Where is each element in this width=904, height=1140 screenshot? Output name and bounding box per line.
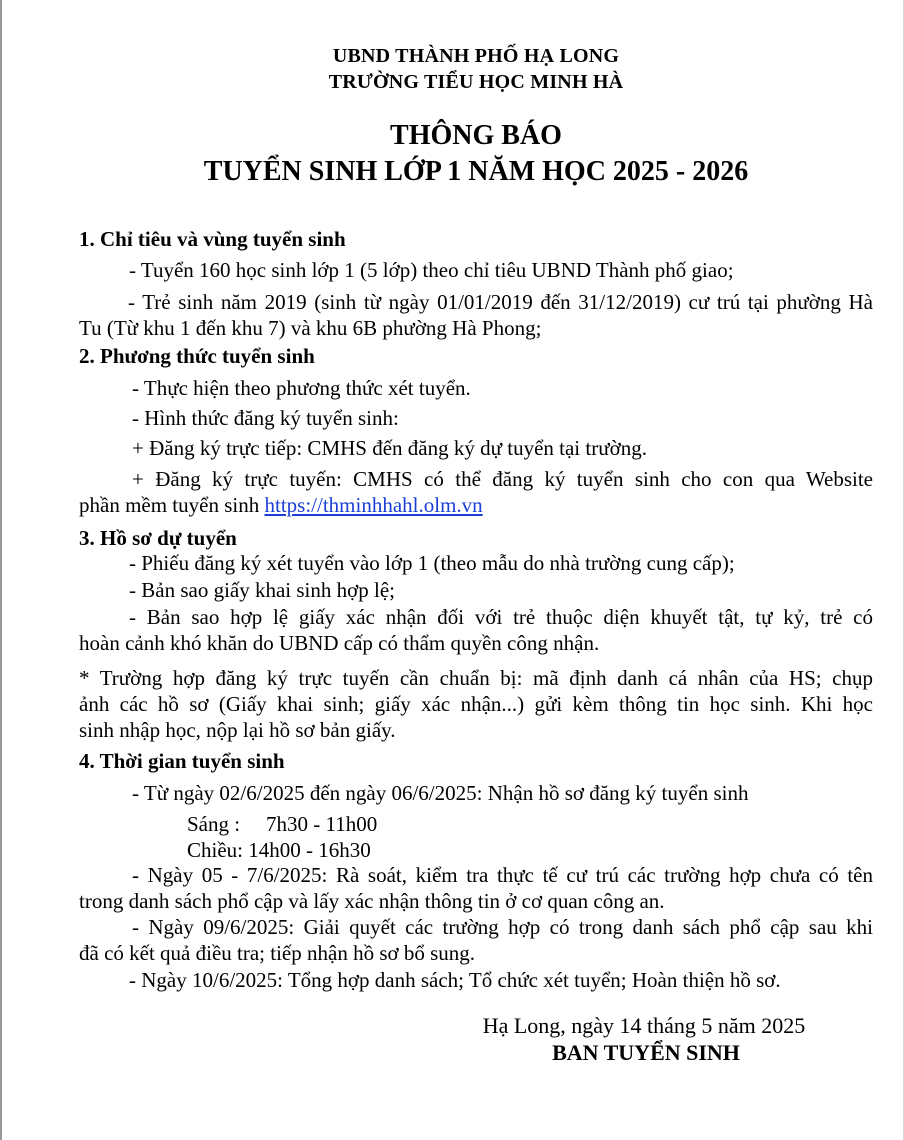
section-2-item-4-line-2 bbox=[79, 492, 483, 518]
section-4-item-4: - Ngày 10/6/2025: Tổng hợp danh sách; Tổ chức xét tuyển; Hoàn thiện hồ sơ. bbox=[129, 968, 781, 992]
section-4-item-1: - Từ ngày 02/6/2025 đến ngày 06/6/2025: Nhận hồ sơ đăng ký tuyển sinh bbox=[132, 781, 749, 805]
section-3-note-line-3: sinh nhập học, nộp lại hồ sơ bản giấy. bbox=[79, 718, 396, 742]
section-3-heading: 3. Hồ sơ dự tuyển bbox=[79, 526, 237, 550]
section-1-item-2-line-2: Tu (Từ khu 1 đến khu 7) và khu 6B phường Hà Phong; bbox=[79, 316, 542, 340]
section-2-item-3: + Đăng ký trực tiếp: CMHS đến đăng ký dự tuyển tại trường. bbox=[132, 436, 647, 460]
section-2-heading: 2. Phương thức tuyển sinh bbox=[79, 344, 315, 368]
org-line-1: UBND THÀNH PHỐ HẠ LONG bbox=[332, 45, 620, 67]
section-2-item-4-text: phần mềm tuyển sinh bbox=[79, 493, 260, 517]
section-4-item-3-line-1: - Ngày 09/6/2025: Giải quyết các trường hợp có trong danh sách phổ cập sau khi bbox=[132, 915, 873, 939]
section-3-note-line-2: ảnh các hồ sơ (Giấy khai sinh; giấy xác nhận...) gửi kèm thông tin học sinh. Khi học bbox=[79, 692, 873, 716]
section-4-afternoon: Chiều: 14h00 - 16h30 bbox=[187, 838, 371, 862]
website-link[interactable]: https://thminhhahl.olm.vn bbox=[264, 493, 483, 517]
title-line-2: TUYỂN SINH LỚP 1 NĂM HỌC 2025 - 2026 bbox=[203, 156, 749, 187]
section-1-item-2-line-1: - Trẻ sinh năm 2019 (sinh từ ngày 01/01/2019 đến 31/12/2019) cư trú tại phường Hà bbox=[128, 290, 873, 314]
section-4-item-3-line-2: đã có kết quả điều tra; tiếp nhận hồ sơ bổ sung. bbox=[79, 941, 476, 965]
section-3-item-3-line-1: - Bản sao hợp lệ giấy xác nhận đối với trẻ thuộc diện khuyết tật, tự kỷ, trẻ có bbox=[129, 605, 873, 629]
section-2-item-1: - Thực hiện theo phương thức xét tuyển. bbox=[132, 376, 471, 400]
section-4-morning-label: Sáng : bbox=[187, 812, 241, 836]
org-line-2: TRƯỜNG TIỂU HỌC MINH HÀ bbox=[328, 71, 624, 93]
section-2-item-4-line-1: + Đăng ký trực tuyến: CMHS có thể đăng ký tuyển sinh cho con qua Website bbox=[132, 467, 873, 491]
section-3-item-1: - Phiếu đăng ký xét tuyển vào lớp 1 (theo mẫu do nhà trường cung cấp); bbox=[129, 551, 735, 575]
section-1-item-1: - Tuyển 160 học sinh lớp 1 (5 lớp) theo chỉ tiêu UBND Thành phố giao; bbox=[129, 258, 734, 282]
section-3-item-2: - Bản sao giấy khai sinh hợp lệ; bbox=[129, 578, 395, 602]
signature-place-date: Hạ Long, ngày 14 tháng 5 năm 2025 bbox=[482, 1013, 806, 1038]
section-4-heading: 4. Thời gian tuyển sinh bbox=[79, 749, 285, 773]
section-2-item-2: - Hình thức đăng ký tuyển sinh: bbox=[132, 406, 399, 430]
section-3-note-line-1: * Trường hợp đăng ký trực tuyến cần chuẩn bị: mã định danh cá nhân của HS; chụp bbox=[79, 666, 873, 690]
section-1-heading: 1. Chỉ tiêu và vùng tuyển sinh bbox=[79, 227, 346, 251]
section-4-morning-time: 7h30 - 11h00 bbox=[266, 812, 378, 836]
signature-board: BAN TUYỂN SINH bbox=[552, 1040, 740, 1065]
section-3-item-3-line-2: hoàn cảnh khó khăn do UBND cấp có thẩm quyền công nhận. bbox=[79, 631, 600, 655]
title-line-1: THÔNG BÁO bbox=[390, 120, 562, 151]
section-4-item-2-line-1: - Ngày 05 - 7/6/2025: Rà soát, kiểm tra thực tế cư trú các trường hợp chưa có tên bbox=[132, 863, 873, 887]
section-4-item-2-line-2: trong danh sách phổ cập và lấy xác nhận thông tin ở cơ quan công an. bbox=[79, 889, 665, 913]
